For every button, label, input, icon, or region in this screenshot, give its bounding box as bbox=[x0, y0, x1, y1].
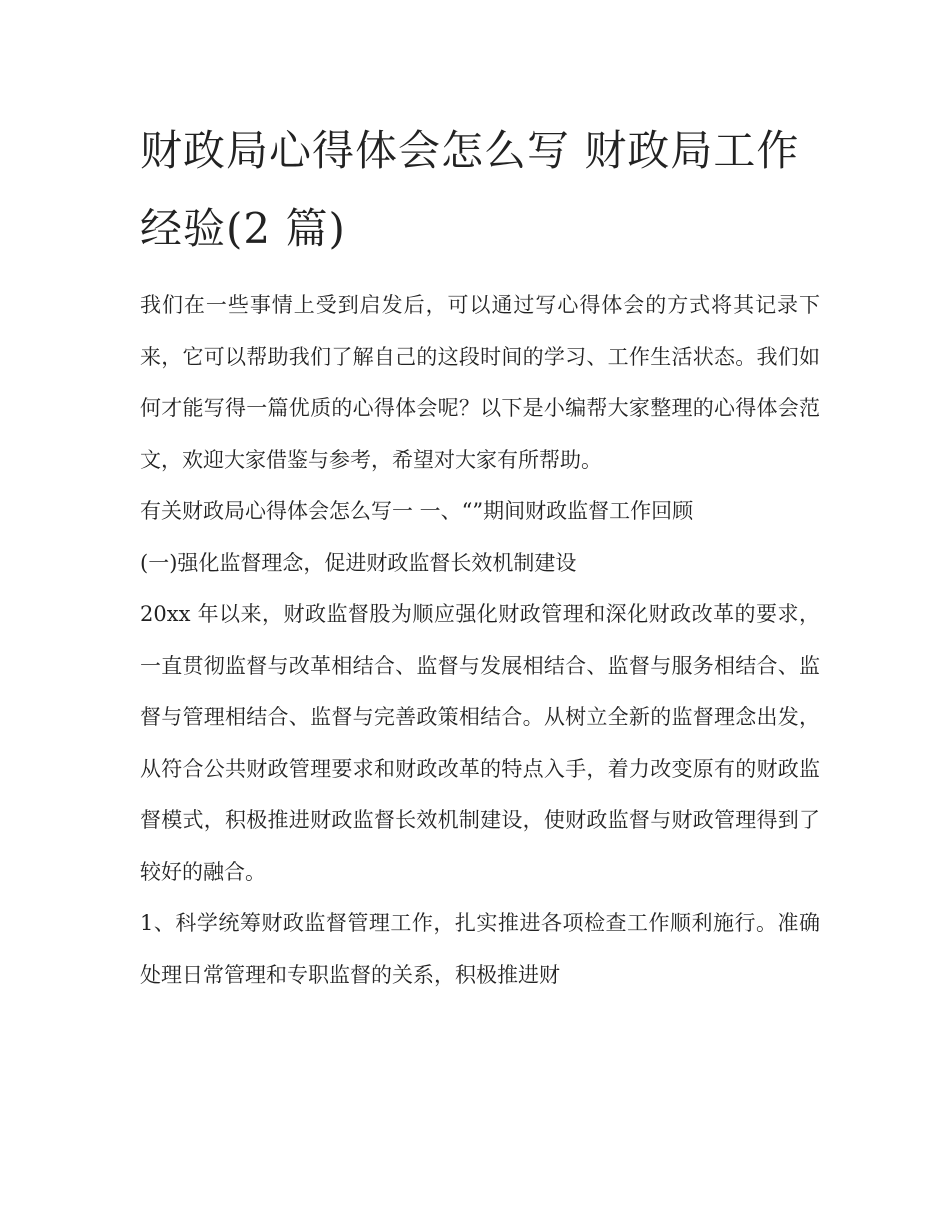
numbered-paragraph: 1、科学统筹财政监督管理工作，扎实推进各项检查工作顺利施行。准确处理日常管理和专职监督的关系，积极推进财 bbox=[140, 911, 820, 987]
subsection-heading: (一)强化监督理念，促进财政监督长效机制建设 bbox=[140, 550, 577, 575]
section-heading: 有关财政局心得体会怎么写一 一、“”期间财政监督工作回顾 bbox=[140, 499, 694, 523]
document-body bbox=[140, 112, 820, 1001]
body-paragraph: 20xx 年以来，财政监督股为顺应强化财政管理和深化财政改革的要求，一直贯彻监督与改革相结合、监督与发展相结合、监督与服务相结合、监督与管理相结合、监督与完善政策相结合。从树立全新的监督理念出发，从符合公共财政管理要求和财政改革的特点入手，着力改变原有的财政监督模式，积极推进财政监督长效机制建设，使财政监督与财政管理得到了较好的融合。 bbox=[140, 602, 820, 884]
intro-paragraph: 我们在一些事情上受到启发后，可以通过写心得体会的方式将其记录下来，它可以帮助我们了解自己的这段时间的学习、工作生活状态。我们如何才能写得一篇优质的心得体会呢？以下是小编帮大家整理的心得体会范文，欢迎大家借鉴与参考，希望对大家有所帮助。 bbox=[140, 293, 820, 472]
document-title: 财政局心得体会怎么写 财政局工作经验(2 篇) bbox=[140, 126, 800, 253]
